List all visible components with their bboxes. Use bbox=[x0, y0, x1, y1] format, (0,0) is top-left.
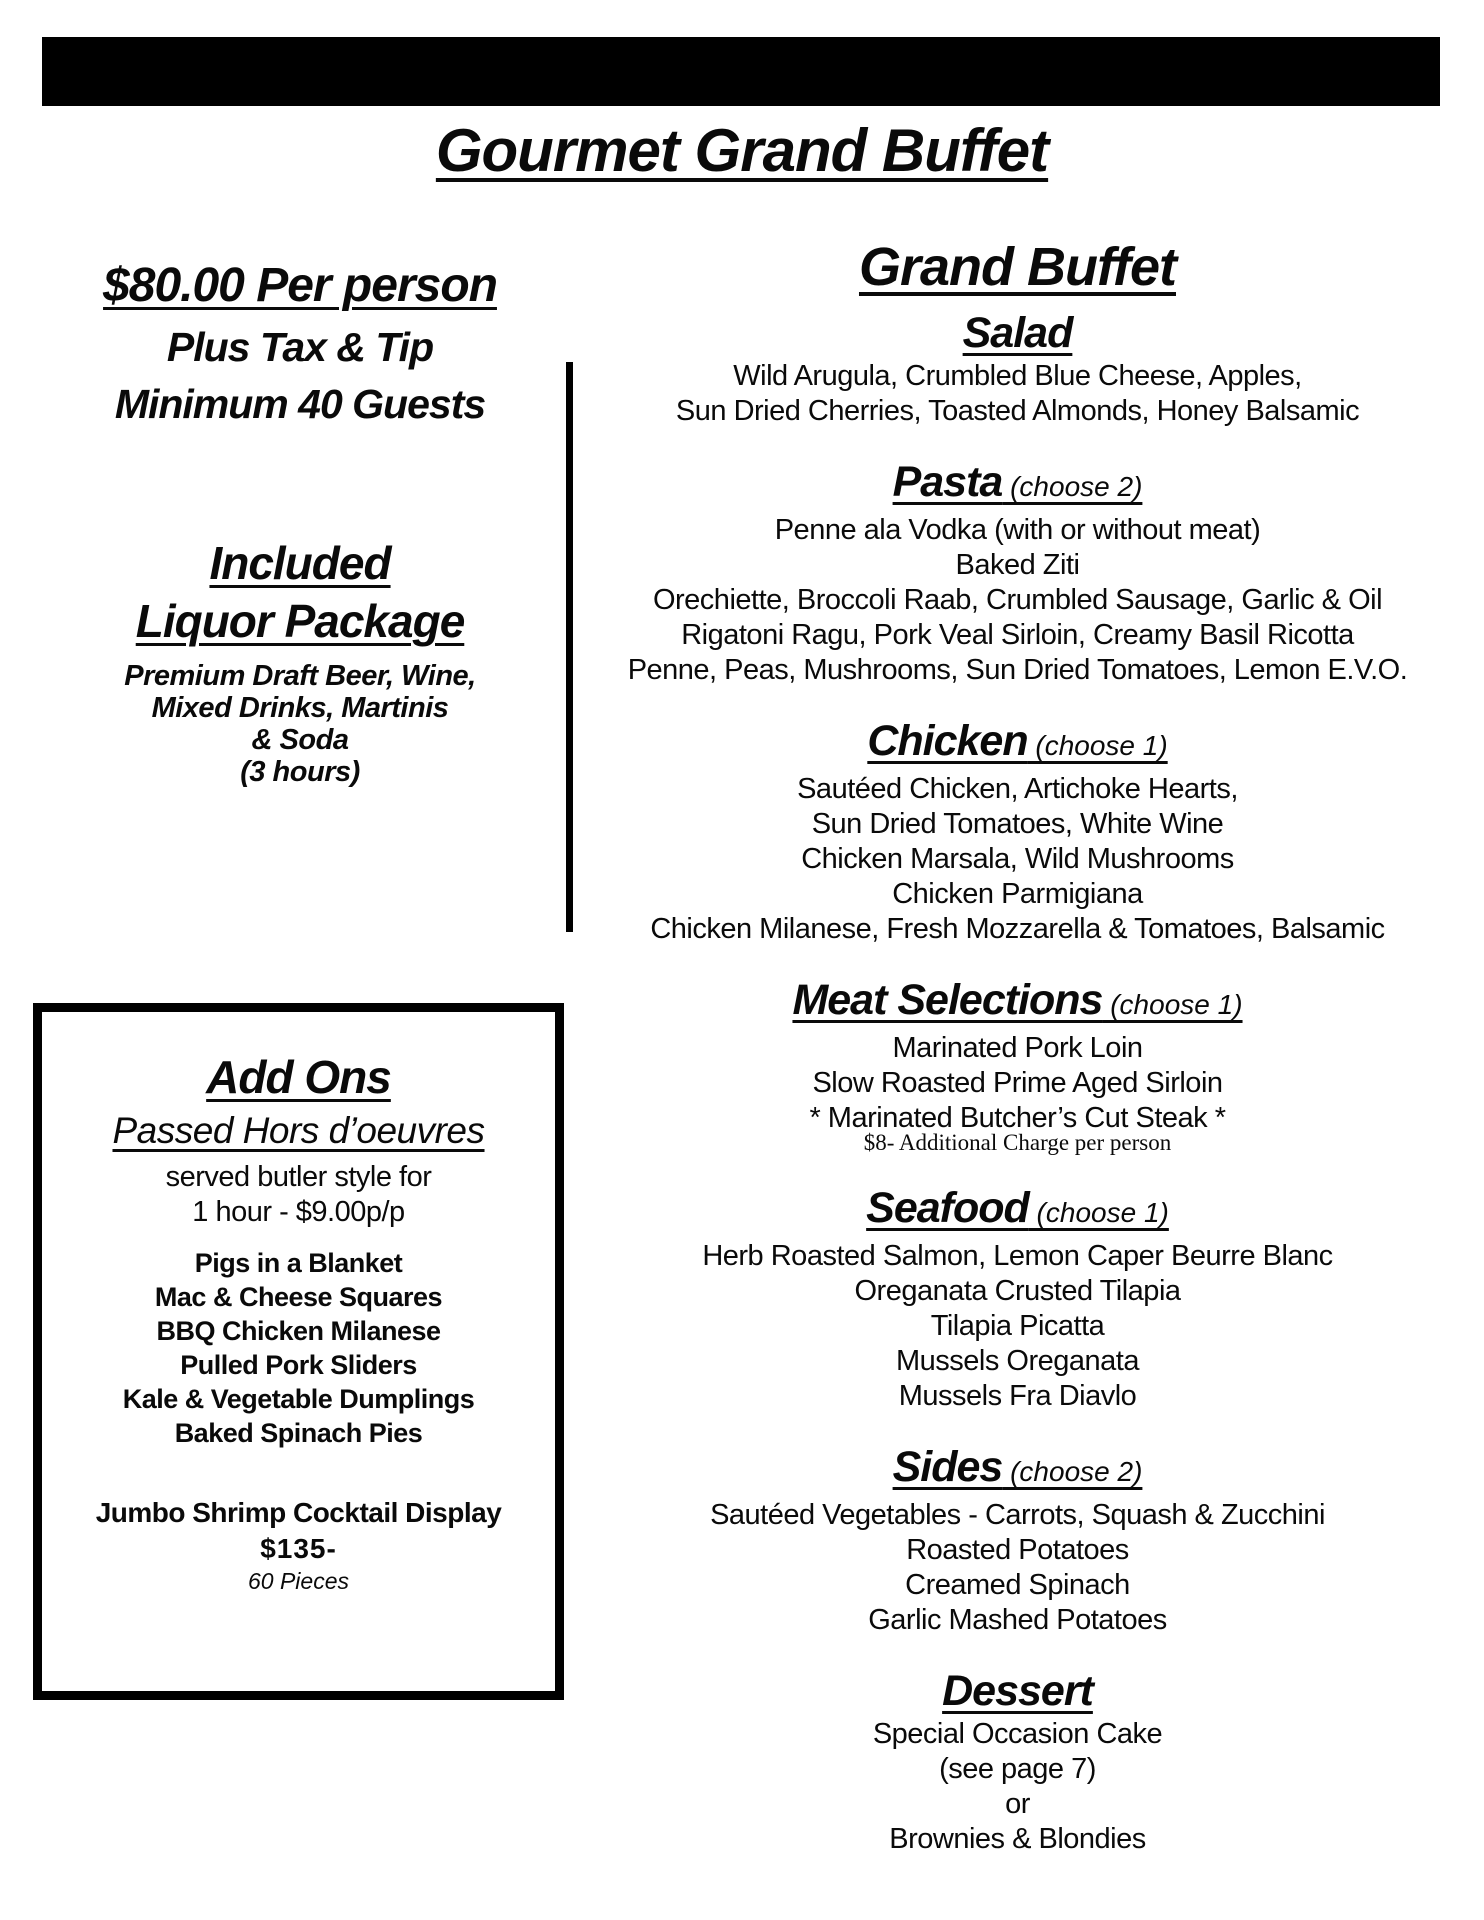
section-title-seafood bbox=[575, 1182, 1460, 1239]
top-black-banner bbox=[42, 37, 1440, 106]
add-ons-description-line2: 1 hour - $9.00p/p bbox=[192, 1196, 405, 1228]
section-title-text: Pasta (choose 2) bbox=[892, 458, 1143, 506]
section-items-chicken bbox=[575, 772, 1460, 947]
liquor-heading-line2: Liquor Package bbox=[135, 595, 465, 647]
menu-item: Sautéed Chicken, Artichoke Hearts, bbox=[797, 773, 1238, 805]
page-title-text: Gourmet Grand Buffet bbox=[435, 117, 1049, 184]
section-title-text: Seafood (choose 1) bbox=[866, 1184, 1169, 1232]
menu-item: Herb Roasted Salmon, Lemon Caper Beurre Blanc bbox=[702, 1240, 1333, 1272]
menu-item: Penne ala Vodka (with or without meat) bbox=[774, 514, 1261, 546]
liquor-heading-line1: Included bbox=[209, 537, 391, 589]
section-items-salad bbox=[575, 359, 1460, 429]
liquor-detail-line: Premium Draft Beer, Wine, bbox=[124, 660, 476, 692]
add-ons-item: Kale & Vegetable Dumplings bbox=[122, 1384, 475, 1414]
section-title-text: Chicken (choose 1) bbox=[867, 717, 1168, 765]
menu-section-chicken bbox=[575, 715, 1460, 947]
section-title-text: Dessert bbox=[942, 1667, 1093, 1715]
add-ons-item: BBQ Chicken Milanese bbox=[156, 1316, 441, 1346]
menu-item: (see page 7) bbox=[939, 1753, 1096, 1785]
shrimp-display-price: $135- bbox=[260, 1533, 337, 1564]
add-ons-item: Baked Spinach Pies bbox=[174, 1418, 423, 1448]
add-ons-subheading: Passed Hors d’oeuvres bbox=[112, 1110, 485, 1151]
price-note-tax-tip: Plus Tax & Tip bbox=[166, 324, 434, 370]
add-ons-item: Mac & Cheese Squares bbox=[154, 1282, 443, 1312]
menu-item: Sun Dried Tomatoes, White Wine bbox=[811, 808, 1224, 840]
liquor-detail-line: Mixed Drinks, Martinis bbox=[151, 692, 449, 724]
section-items-sides bbox=[575, 1498, 1460, 1638]
menu-item: Wild Arugula, Crumbled Blue Cheese, Apples, bbox=[733, 360, 1302, 392]
menu-item: Penne, Peas, Mushrooms, Sun Dried Tomatoes, Lemon E.V.O. bbox=[627, 654, 1408, 686]
menu-item: Special Occasion Cake bbox=[872, 1718, 1163, 1750]
menu-item: Baked Ziti bbox=[955, 549, 1080, 581]
section-items-meat-selections bbox=[575, 1031, 1460, 1136]
menu-item: Roasted Potatoes bbox=[906, 1534, 1129, 1566]
menu-sections bbox=[575, 307, 1460, 1857]
shrimp-display-pieces: 60 Pieces bbox=[247, 1568, 349, 1594]
section-title-text: Sides (choose 2) bbox=[892, 1443, 1143, 1491]
add-ons-box bbox=[33, 1003, 564, 1700]
menu-item: Sautéed Vegetables - Carrots, Squash & Zucchini bbox=[710, 1499, 1325, 1531]
section-title-salad bbox=[575, 307, 1460, 359]
section-choose-count: (choose 2) bbox=[1002, 1456, 1143, 1487]
section-note-meat-selections: $8- Additional Charge per person bbox=[863, 1130, 1172, 1155]
liquor-detail-line: & Soda bbox=[251, 724, 349, 756]
section-choose-count: (choose 1) bbox=[1027, 730, 1168, 761]
menu-item: Chicken Marsala, Wild Mushrooms bbox=[801, 843, 1234, 875]
menu-item: Oreganata Crusted Tilapia bbox=[854, 1275, 1181, 1307]
section-title-chicken bbox=[575, 715, 1460, 772]
section-title-meat-selections bbox=[575, 974, 1460, 1031]
menu-item: or bbox=[1005, 1788, 1030, 1820]
menu-item: Slow Roasted Prime Aged Sirloin bbox=[812, 1067, 1223, 1099]
menu-item: Chicken Parmigiana bbox=[892, 878, 1143, 910]
add-ons-item: Pigs in a Blanket bbox=[194, 1248, 403, 1278]
menu-section-dessert bbox=[575, 1665, 1460, 1857]
section-choose-count: (choose 2) bbox=[1002, 471, 1143, 502]
section-items-dessert bbox=[575, 1717, 1460, 1857]
left-column bbox=[30, 256, 570, 788]
menu-section-pasta bbox=[575, 456, 1460, 688]
section-choose-count: (choose 1) bbox=[1102, 989, 1243, 1020]
menu-section-sides bbox=[575, 1441, 1460, 1638]
menu-item: Garlic Mashed Potatoes bbox=[868, 1604, 1167, 1636]
menu-section-meat-selections bbox=[575, 974, 1460, 1155]
menu-item: * Marinated Butcher’s Cut Steak * bbox=[809, 1102, 1226, 1134]
menu-item: Brownies & Blondies bbox=[889, 1823, 1146, 1855]
menu-item: Creamed Spinach bbox=[905, 1569, 1130, 1601]
grand-buffet-heading: Grand Buffet bbox=[858, 237, 1176, 297]
liquor-details bbox=[30, 660, 570, 788]
menu-section-salad bbox=[575, 307, 1460, 429]
menu-item: Orechiette, Broccoli Raab, Crumbled Sausage, Garlic & Oil bbox=[652, 584, 1383, 616]
section-title-dessert bbox=[575, 1665, 1460, 1717]
menu-item: Marinated Pork Loin bbox=[892, 1032, 1143, 1064]
menu-item: Rigatoni Ragu, Pork Veal Sirloin, Creamy Basil Ricotta bbox=[681, 619, 1354, 651]
grand-buffet-column bbox=[575, 235, 1460, 1857]
add-ons-heading: Add Ons bbox=[206, 1051, 391, 1103]
shrimp-display-item: Jumbo Shrimp Cocktail Display bbox=[95, 1497, 502, 1528]
column-divider-line bbox=[566, 362, 573, 932]
menu-item: Mussels Oreganata bbox=[896, 1345, 1139, 1377]
liquor-package-section bbox=[30, 534, 570, 788]
section-title-sides bbox=[575, 1441, 1460, 1498]
add-ons-description-line1: served butler style for bbox=[165, 1161, 432, 1193]
section-title-pasta bbox=[575, 456, 1460, 513]
add-ons-item: Pulled Pork Sliders bbox=[180, 1350, 417, 1380]
add-ons-description bbox=[42, 1160, 555, 1230]
section-title-text: Meat Selections (choose 1) bbox=[792, 976, 1243, 1024]
menu-section-seafood bbox=[575, 1182, 1460, 1414]
price-note-minimum-guests: Minimum 40 Guests bbox=[114, 381, 486, 427]
price-per-person: $80.00 Per person bbox=[103, 259, 497, 312]
section-items-seafood bbox=[575, 1239, 1460, 1414]
add-ons-item-list bbox=[42, 1246, 555, 1450]
menu-item: Mussels Fra Diavlo bbox=[898, 1380, 1137, 1412]
menu-item: Sun Dried Cherries, Toasted Almonds, Honey Balsamic bbox=[675, 395, 1360, 427]
section-items-pasta bbox=[575, 513, 1460, 688]
section-title-text: Salad bbox=[962, 309, 1073, 357]
menu-item: Tilapia Picatta bbox=[930, 1310, 1105, 1342]
menu-item: Chicken Milanese, Fresh Mozzarella & Tomatoes, Balsamic bbox=[650, 913, 1385, 945]
liquor-detail-line: (3 hours) bbox=[240, 756, 360, 788]
page-title bbox=[0, 116, 1484, 185]
section-choose-count: (choose 1) bbox=[1028, 1197, 1169, 1228]
